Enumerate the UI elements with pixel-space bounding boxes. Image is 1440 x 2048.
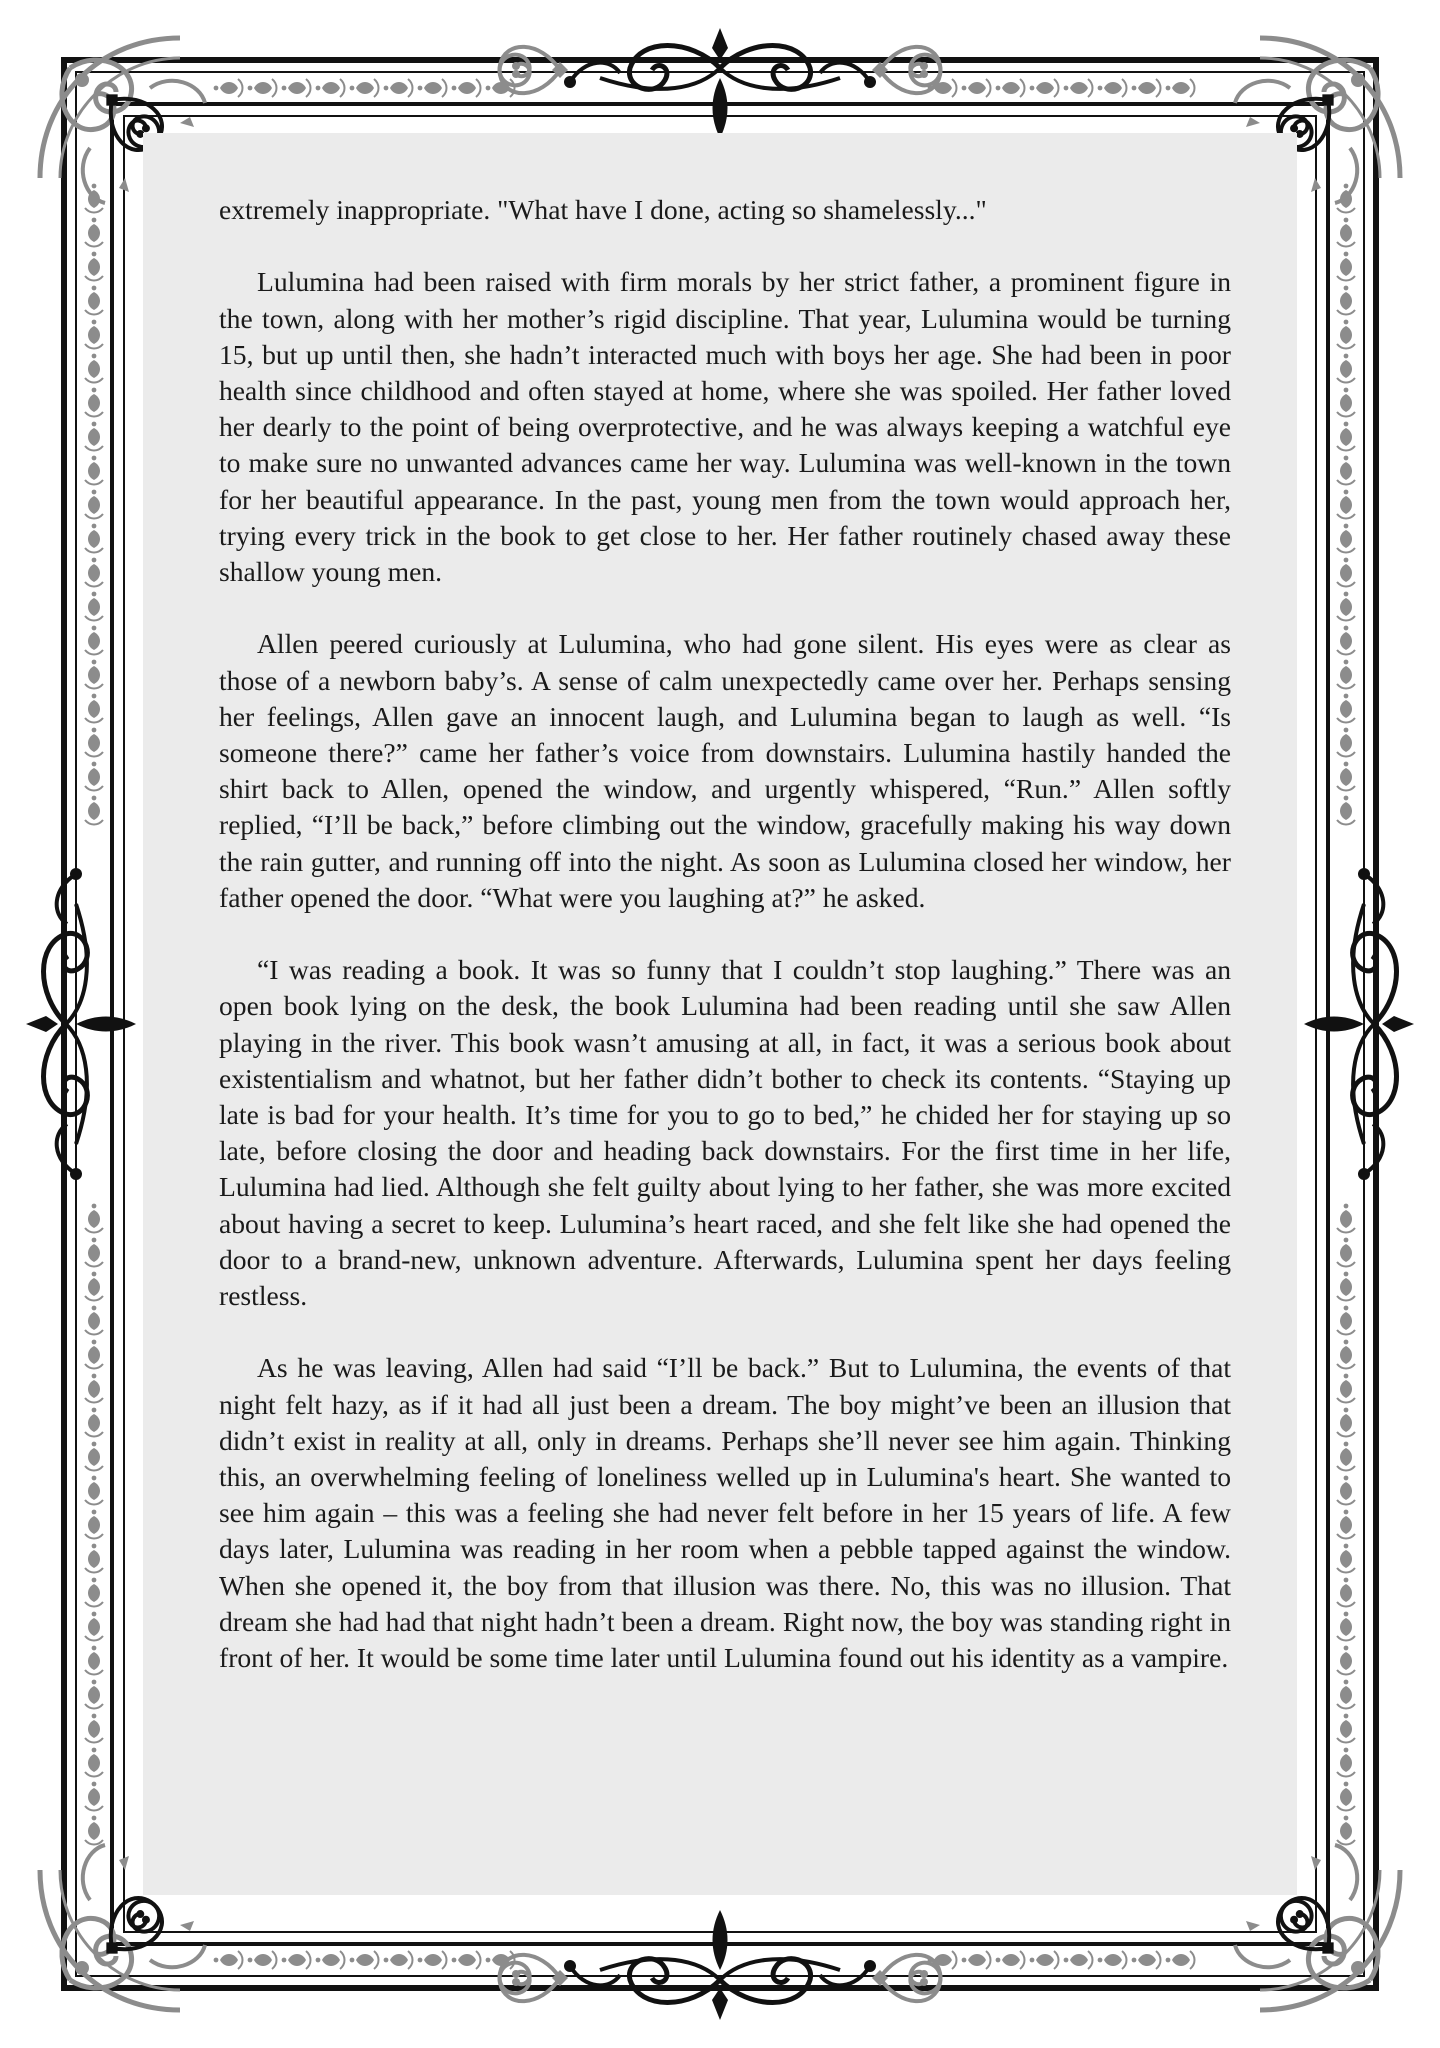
border-tile: [1098, 79, 1127, 97]
border-tile: [85, 1238, 103, 1267]
border-tile: [1098, 1951, 1127, 1969]
border-tile: [1337, 388, 1355, 417]
border-tile: [1132, 79, 1161, 97]
border-tile: [1337, 354, 1355, 383]
border-tile: [1166, 79, 1195, 97]
paragraph: Lulumina had been raised with firm morals by her strict father, a prominent figure in the town, along with her mother’s rigid discipline. That year, Lulumina would be turning 15, but up until then, she hadn’t interacted much with boys her age. She had been in poor health since childhood and often stayed at home, where she was spoiled. Her father loved her dearly to the point of being overprotective, and he was always keeping a watchful eye to make sure no unwanted advances came her way. Lulumina was well-known in the town for her beautiful appearance. In the past, young men from the town would approach her, trying every trick in the book to get close to her. Her father routinely chased away these shallow young men.: [219, 266, 1231, 588]
border-tile: [85, 286, 103, 315]
paragraph: extremely inappropriate. "What have I done, acting so shamelessly...": [219, 194, 987, 225]
border-tile: [85, 558, 103, 587]
border-tile: [248, 1951, 277, 1969]
border-tile: [1337, 1204, 1355, 1233]
border-tile: [1064, 79, 1093, 97]
border-tile: [1337, 286, 1355, 315]
border-tile: [1337, 1714, 1355, 1743]
border-tile: [350, 1951, 379, 1969]
border-tile: [1337, 422, 1355, 451]
border-tile: [85, 1374, 103, 1403]
border-tile: [1337, 524, 1355, 553]
border-tile: [962, 79, 991, 97]
border-tile: [452, 79, 481, 97]
border-tile: [384, 79, 413, 97]
border-tile: [1337, 1544, 1355, 1573]
border-tile: [85, 1714, 103, 1743]
border-tile: [85, 1816, 103, 1845]
border-tile: [85, 796, 103, 825]
border-tile: [214, 1951, 243, 1969]
border-tile: [1337, 1238, 1355, 1267]
border-tile: [85, 1408, 103, 1437]
border-tile: [85, 1782, 103, 1811]
border-tile: [85, 660, 103, 689]
border-tile: [996, 1951, 1025, 1969]
border-tile: [85, 1204, 103, 1233]
border-tile: [85, 626, 103, 655]
border-tile: [384, 1951, 413, 1969]
border-tile: [85, 592, 103, 621]
border-tile: [85, 1748, 103, 1777]
border-tile: [85, 252, 103, 281]
border-tile: [1337, 1510, 1355, 1539]
border-tile: [1337, 320, 1355, 349]
border-tile: [85, 218, 103, 247]
border-tile: [282, 1951, 311, 1969]
border-tile: [1337, 1374, 1355, 1403]
border-tile: [85, 422, 103, 451]
border-tile: [85, 1544, 103, 1573]
border-tile: [1337, 490, 1355, 519]
border-tile: [85, 728, 103, 757]
border-tile: [85, 490, 103, 519]
border-tile: [996, 79, 1025, 97]
border-tile: [85, 320, 103, 349]
border-tile: [962, 1951, 991, 1969]
border-tile: [85, 1612, 103, 1641]
border-tile: [85, 1306, 103, 1335]
border-tile: [85, 1646, 103, 1675]
paragraph: “I was reading a book. It was so funny that I couldn’t stop laughing.” There was an open book lying on the desk, the book Lulumina had been reading until she saw Allen playing in the river. This book wasn’t amusing at all, in fact, it was a serious book about existentialism and whatnot, but her father didn’t bother to check its contents. “Staying up late is bad for your health. It’s time for you to go to bed,” he chided her for staying up so late, before closing the door and heading back downstairs. For the first time in her life, Lulumina had lied. Although she felt guilty about lying to her father, she was more excited about having a secret to keep. Lulumina’s heart raced, and she felt like she had opened the door to a brand-new, unknown adventure. Afterwards, Lulumina spent her days feeling restless.: [219, 954, 1231, 1312]
border-tile: [1337, 1680, 1355, 1709]
border-tile: [1337, 1272, 1355, 1301]
border-tile: [1337, 728, 1355, 757]
border-tile: [1337, 1782, 1355, 1811]
border-tile: [1337, 456, 1355, 485]
border-tile: [85, 1510, 103, 1539]
border-tile: [1337, 694, 1355, 723]
border-tile: [85, 762, 103, 791]
border-tile: [1337, 1578, 1355, 1607]
border-tile: [316, 1951, 345, 1969]
border-tile: [350, 79, 379, 97]
border-tile: [1337, 1340, 1355, 1369]
story-text: [219, 192, 1231, 1676]
border-tile: [1337, 1408, 1355, 1437]
border-tile: [85, 1578, 103, 1607]
border-tile: [85, 1442, 103, 1471]
border-tile: [1337, 1612, 1355, 1641]
border-tile: [1337, 1748, 1355, 1777]
border-tile: [316, 79, 345, 97]
border-tile: [85, 694, 103, 723]
border-tile: [1337, 252, 1355, 281]
border-tile: [1337, 218, 1355, 247]
border-tile: [1030, 79, 1059, 97]
border-tile: [1337, 1442, 1355, 1471]
border-tile: [1337, 660, 1355, 689]
border-tile: [1030, 1951, 1059, 1969]
border-tile: [214, 79, 243, 97]
border-tile: [452, 1951, 481, 1969]
border-tile: [85, 354, 103, 383]
border-tile: [418, 1951, 447, 1969]
border-tile: [85, 1272, 103, 1301]
border-tile: [1166, 1951, 1195, 1969]
border-tile: [1337, 1476, 1355, 1505]
border-tile: [1132, 1951, 1161, 1969]
border-tile: [85, 1340, 103, 1369]
border-tile: [1337, 626, 1355, 655]
paragraph: As he was leaving, Allen had said “I’ll be back.” But to Lulumina, the events of that night felt hazy, as if it had all just been a dream. The boy might’ve been an illusion that didn’t exist in reality at all, only in dreams. Perhaps she’ll never see him again. Thinking this, an overwhelming feeling of loneliness welled up in Lulumina's heart. She wanted to see him again – this was a feeling she had never felt before in her 15 years of life. A few days later, Lulumina was reading in her room when a pebble tapped against the window. When she opened it, the boy from that illusion was there. No, this was no illusion. That dream she had had that night hadn’t been a dream. Right now, the boy was standing right in front of her. It would be some time later until Lulumina found out his identity as a vampire.: [219, 1352, 1231, 1674]
border-tile: [85, 388, 103, 417]
border-tile: [282, 79, 311, 97]
border-tile: [1337, 762, 1355, 791]
border-tile: [1337, 1306, 1355, 1335]
border-tile: [418, 79, 447, 97]
border-tile: [85, 524, 103, 553]
border-tile: [85, 1680, 103, 1709]
border-tile: [1337, 558, 1355, 587]
border-tile: [1064, 1951, 1093, 1969]
border-tile: [1337, 796, 1355, 825]
border-tile: [1337, 1646, 1355, 1675]
paragraph: Allen peered curiously at Lulumina, who had gone silent. His eyes were as clear as those of a newborn baby’s. A sense of calm unexpectedly came over her. Perhaps sensing her feelings, Allen gave an innocent laugh, and Lulumina began to laugh as well. “Is someone there?” came her father’s voice from downstairs. Lulumina hastily handed the shirt back to Allen, opened the window, and urgently whispered, “Run.” Allen softly replied, “I’ll be back,” before climbing out the window, gracefully making his way down the rain gutter, and running off into the night. As soon as Lulumina closed her window, her father opened the door. “What were you laughing at?” he asked.: [219, 628, 1231, 913]
border-tile: [85, 456, 103, 485]
border-tile: [85, 1476, 103, 1505]
border-tile: [1337, 592, 1355, 621]
border-tile: [248, 79, 277, 97]
border-tile: [1337, 1816, 1355, 1845]
